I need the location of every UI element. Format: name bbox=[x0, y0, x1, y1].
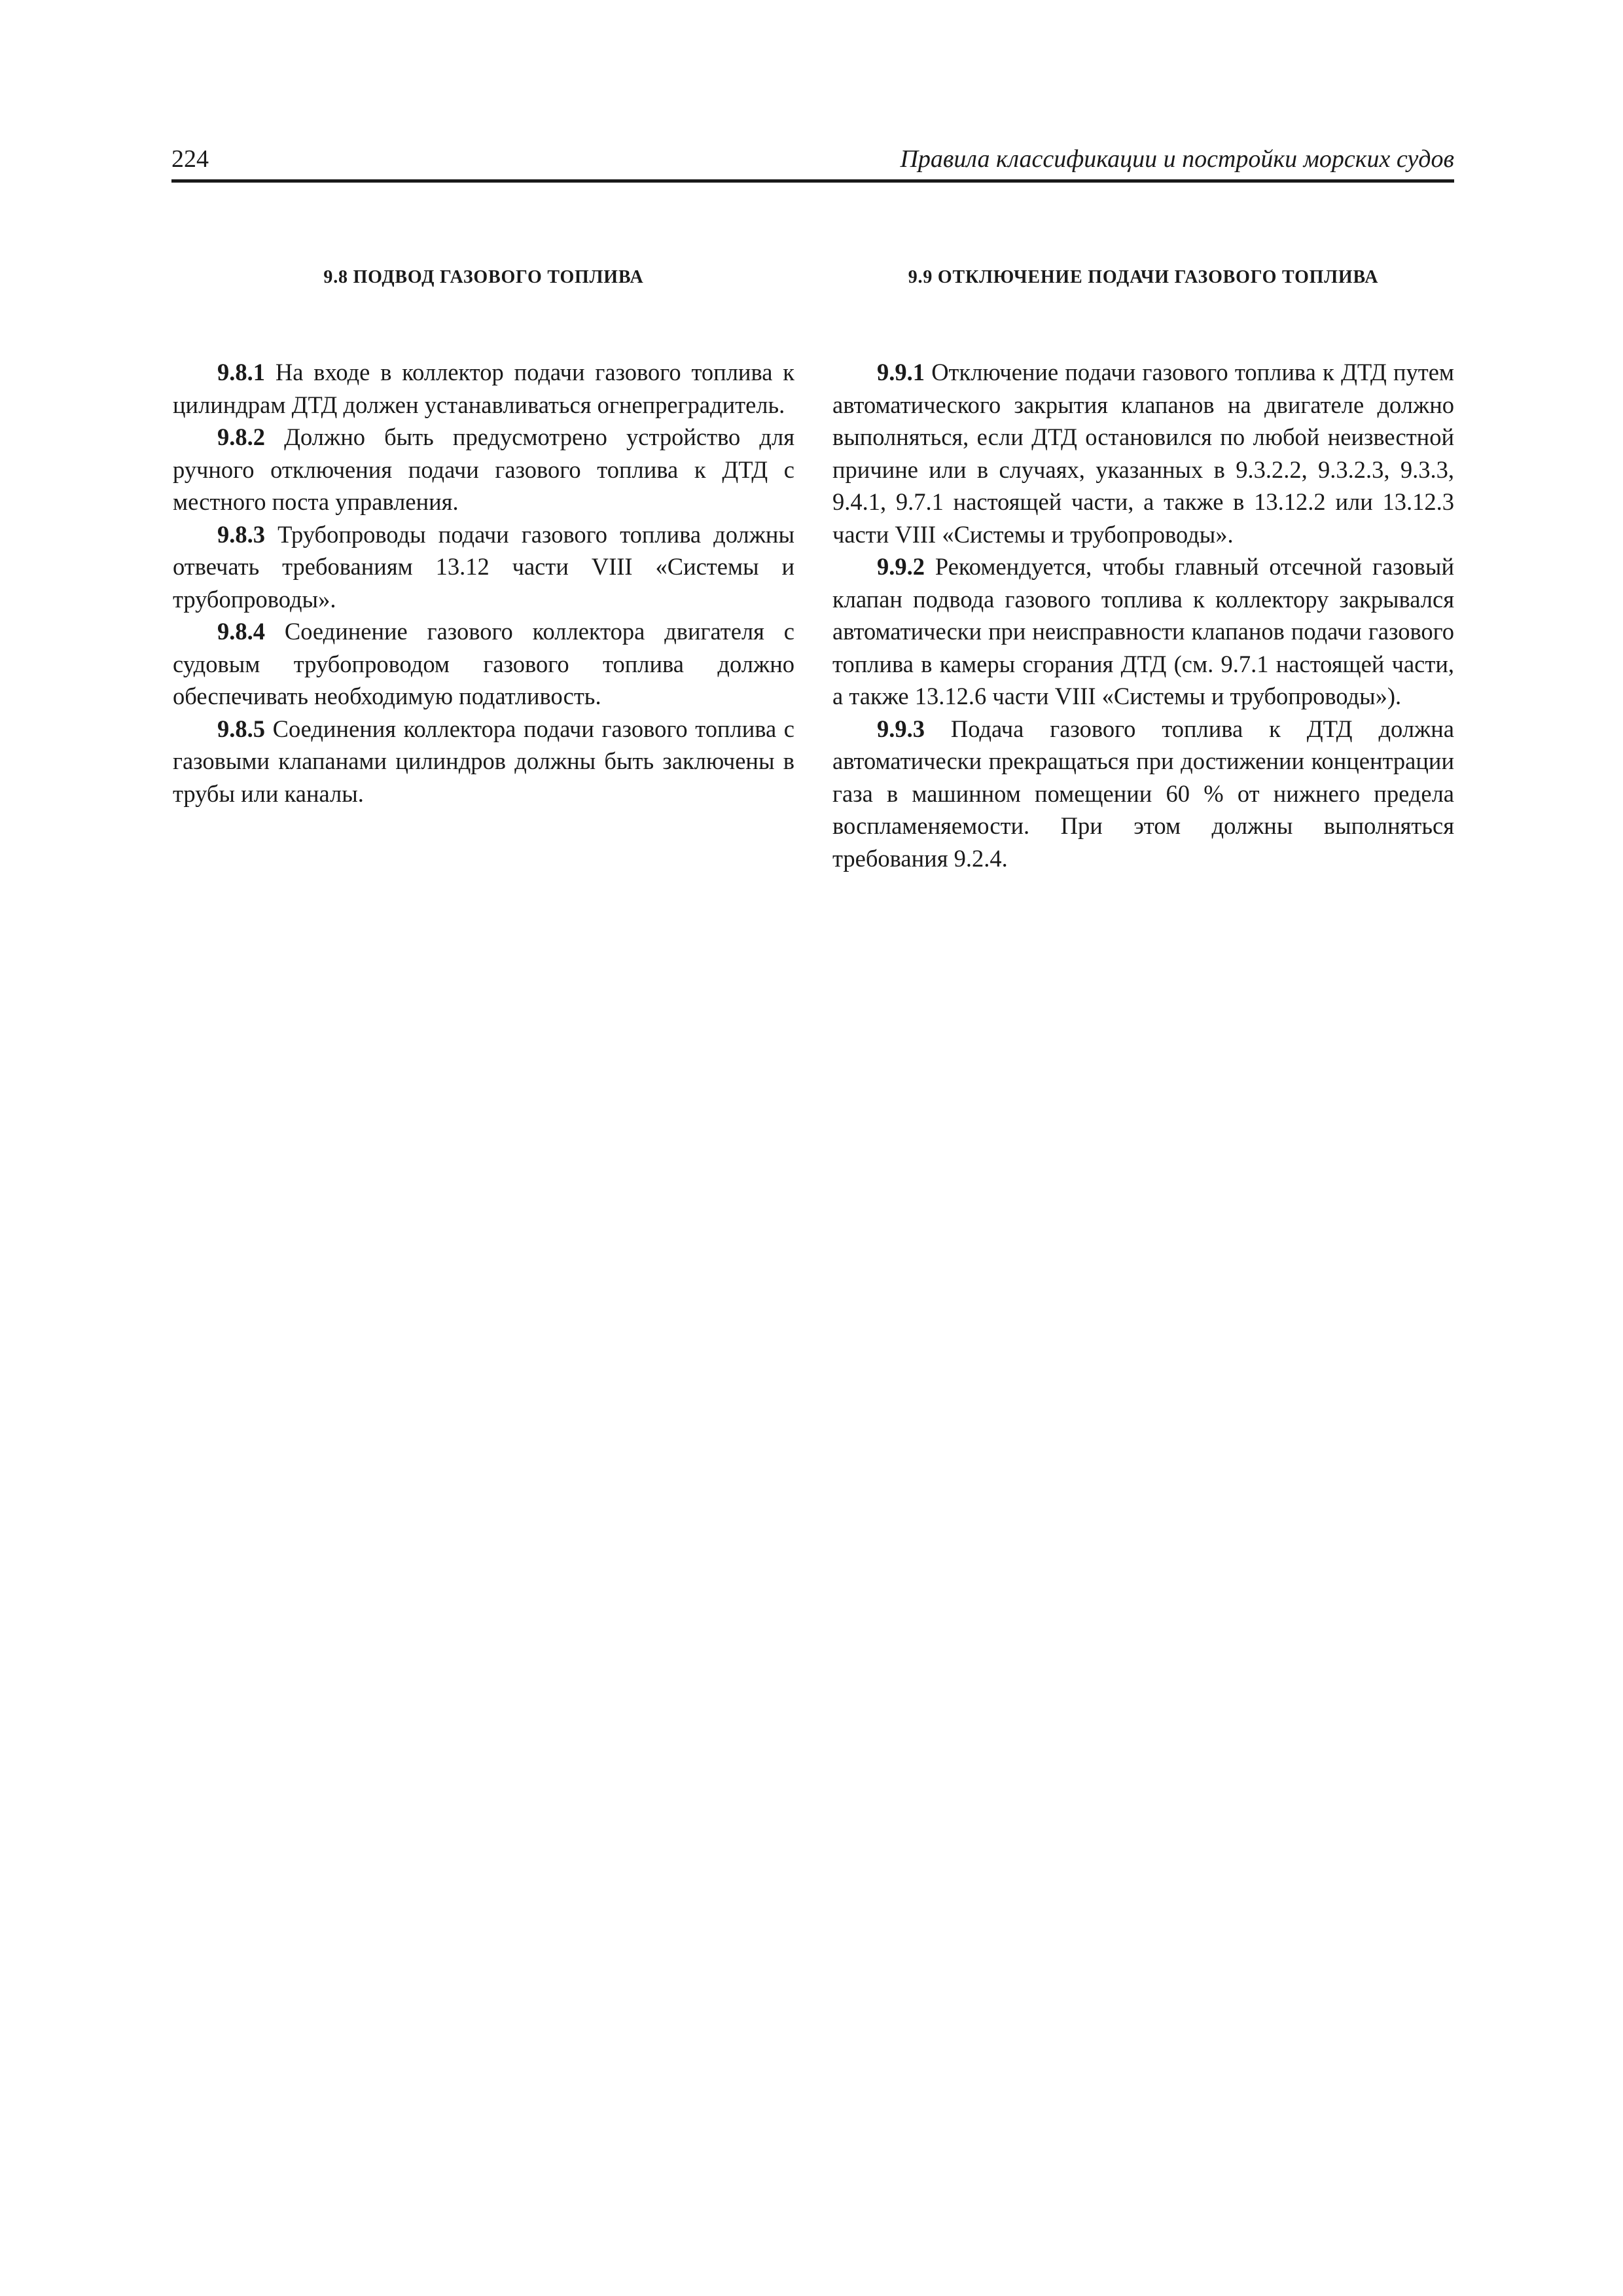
paragraph-number: 9.9.2 bbox=[877, 553, 925, 580]
left-column bbox=[173, 264, 794, 810]
paragraph-number: 9.8.2 bbox=[217, 423, 265, 450]
paragraph-9-8-1 bbox=[173, 356, 794, 421]
paragraph-text: Соединения коллектора подачи газового топлива с газовыми клапанами цилиндров должны быть заключены в трубы или каналы. bbox=[173, 715, 794, 807]
paragraph-text: Трубопроводы подачи газового топлива должны отвечать требованиям 13.12 части VIII «Системы и трубопроводы». bbox=[173, 520, 794, 613]
paragraph-text: Соединение газового коллектора двигателя с судовым трубопроводом газового топлива должно обеспечивать необходимую податливость. bbox=[173, 618, 794, 709]
right-column bbox=[832, 264, 1454, 874]
paragraph-text: Рекомендуется, чтобы главный отсечной газовый клапан подвода газового топлива к коллектору закрывался автоматически при неисправности клапанов подачи газового топлива в камеры сгорания ДТД (см. 9.7.1 настоящей части, а также 13.12.6 части VIII «Системы и трубопроводы»). bbox=[832, 553, 1454, 709]
section-heading-9-8: 9.8 ПОДВОД ГАЗОВОГО ТОПЛИВА bbox=[323, 267, 644, 287]
paragraph-9-9-1 bbox=[832, 356, 1454, 550]
paragraph-number: 9.8.3 bbox=[217, 520, 265, 548]
paragraph-text: На входе в коллектор подачи газового топлива к цилиндрам ДТД должен устанавливаться огнепреградитель. bbox=[173, 359, 794, 418]
paragraph-text: Должно быть предусмотрено устройство для ручного отключения подачи газового топлива к ДТД с местного поста управления. bbox=[173, 423, 794, 515]
paragraph-9-8-3 bbox=[173, 518, 794, 616]
page-number: 224 bbox=[171, 145, 209, 173]
page-header bbox=[171, 139, 1454, 183]
paragraph-text: Отключение подачи газового топлива к ДТД путем автоматического закрытия клапанов на двигателе должно выполняться, если ДТД остановился по любой неизвестной причине или в случаях, указанных в 9.3.2.2, 9.3.2.3, 9.3.3, 9.4.1, 9.7.1 настоящей части, а также в 13.12.2 или 13.12.3 части VIII «Системы и трубопроводы». bbox=[832, 359, 1454, 548]
paragraph-9-8-4 bbox=[173, 615, 794, 713]
paragraph-9-8-2 bbox=[173, 421, 794, 518]
paragraph-number: 9.8.5 bbox=[217, 715, 265, 742]
paragraph-number: 9.8.1 bbox=[217, 359, 265, 386]
paragraph-9-9-3 bbox=[832, 713, 1454, 875]
paragraph-number: 9.9.1 bbox=[877, 359, 925, 386]
section-heading-9-9: 9.9 ОТКЛЮЧЕНИЕ ПОДАЧИ ГАЗОВОГО ТОПЛИВА bbox=[908, 267, 1379, 287]
paragraph-number: 9.8.4 bbox=[217, 618, 265, 645]
paragraph-number: 9.9.3 bbox=[877, 715, 925, 742]
paragraph-9-8-5 bbox=[173, 713, 794, 810]
paragraph-text: Подача газового топлива к ДТД должна автоматически прекращаться при достижении концентрации газа в машинном помещении 60 % от нижнего предела воспламеняемости. При этом должны выполняться требования 9.2.4. bbox=[832, 715, 1454, 872]
paragraph-9-9-2 bbox=[832, 550, 1454, 713]
running-title: Правила классификации и постройки морских судов bbox=[900, 145, 1454, 173]
